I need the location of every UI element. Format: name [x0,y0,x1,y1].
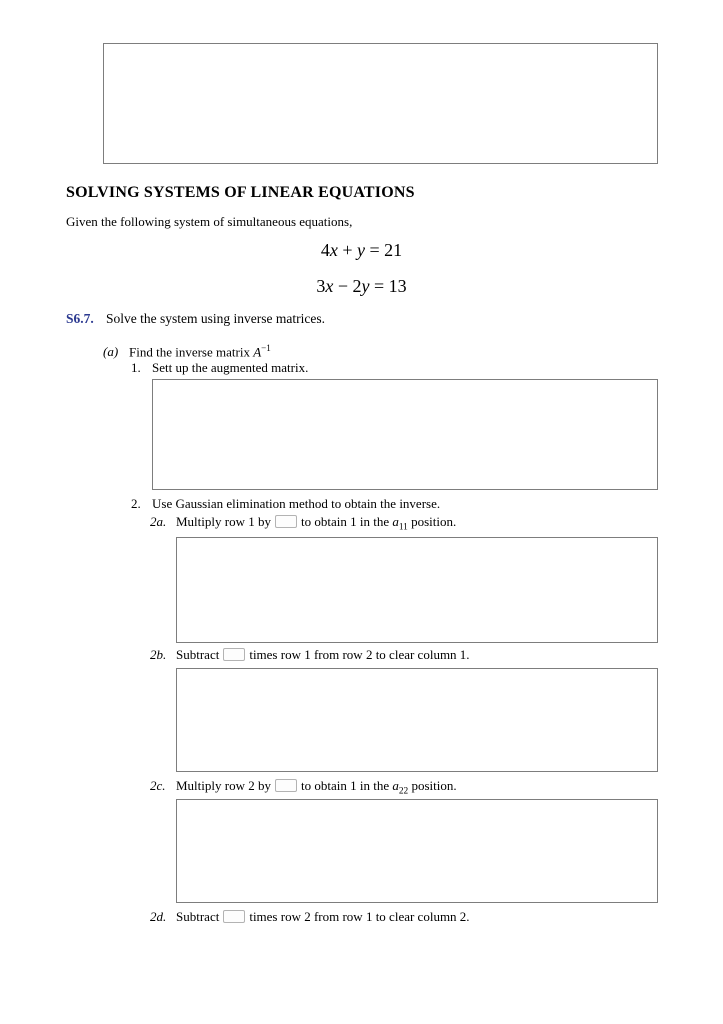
substep-2c-line [150,778,457,800]
substep-2d-text-before: Subtract [176,909,220,924]
problem-text: Solve the system using inverse matrices. [106,311,325,326]
workspace-box-step1[interactable] [152,379,658,490]
workspace-box-2c[interactable] [176,799,658,903]
intro-text: Given the following system of simultaneous equations, [66,214,353,229]
substep-2a-text-after: to obtain 1 in the [300,514,390,529]
step-1-line [131,360,308,376]
problem-number: S6.7. [66,311,94,326]
problem-line [66,311,325,327]
substep-2d-label: 2d. [150,909,167,924]
step-1-text: Sett up the augmented matrix. [152,360,309,375]
matrix-symbol: A [253,344,262,360]
workspace-box-2a[interactable] [176,537,658,643]
workspace-box-top[interactable] [103,43,658,164]
substep-2a-line [150,514,456,536]
answer-input-2b[interactable] [223,648,245,661]
substep-2a-text-before: Multiply row 1 by [176,514,271,529]
substep-2a-text-tail: position. [407,514,457,529]
equation-2: 3x − 2y = 13 [316,276,407,296]
substep-2b-label: 2b. [150,647,167,662]
step-2-text: Use Gaussian elimination method to obtain the inverse. [152,496,441,511]
answer-input-2c[interactable] [275,779,297,792]
part-a-line [103,340,271,360]
matrix-exponent: −1 [261,343,271,353]
substep-2d-line [150,909,470,925]
substep-2c-label: 2c. [150,778,166,793]
step-2-number: 2. [131,496,141,511]
matrix-entry-symbol-2c: a [392,778,399,793]
step-2-line [131,496,440,512]
part-a-label: (a) [103,344,119,360]
substep-2b-line [150,647,470,663]
substep-2a-label: 2a. [150,514,167,529]
substep-2b-text-after: times row 1 from row 2 to clear column 1. [249,647,470,662]
substep-2d-text-after: times row 2 from row 1 to clear column 2. [249,909,470,924]
step-1-number: 1. [131,360,141,375]
substep-2c-text-after: to obtain 1 in the [300,778,390,793]
answer-input-2d[interactable] [223,910,245,923]
substep-2c-text-tail: position. [408,778,457,793]
matrix-entry-subscript-2a: 11 [398,522,408,533]
matrix-entry-symbol-2a: a [392,514,399,529]
substep-2b-text-before: Subtract [176,647,220,662]
part-a-text: Find the inverse matrix [129,344,250,360]
answer-input-2a[interactable] [275,515,297,528]
substep-2c-text-before: Multiply row 2 by [176,778,271,793]
workspace-box-2b[interactable] [176,668,658,772]
matrix-entry-subscript-2c: 22 [398,786,409,797]
equation-1: 4x + y = 21 [320,240,403,260]
page-title: SOLVING SYSTEMS OF LINEAR EQUATIONS [66,184,415,201]
